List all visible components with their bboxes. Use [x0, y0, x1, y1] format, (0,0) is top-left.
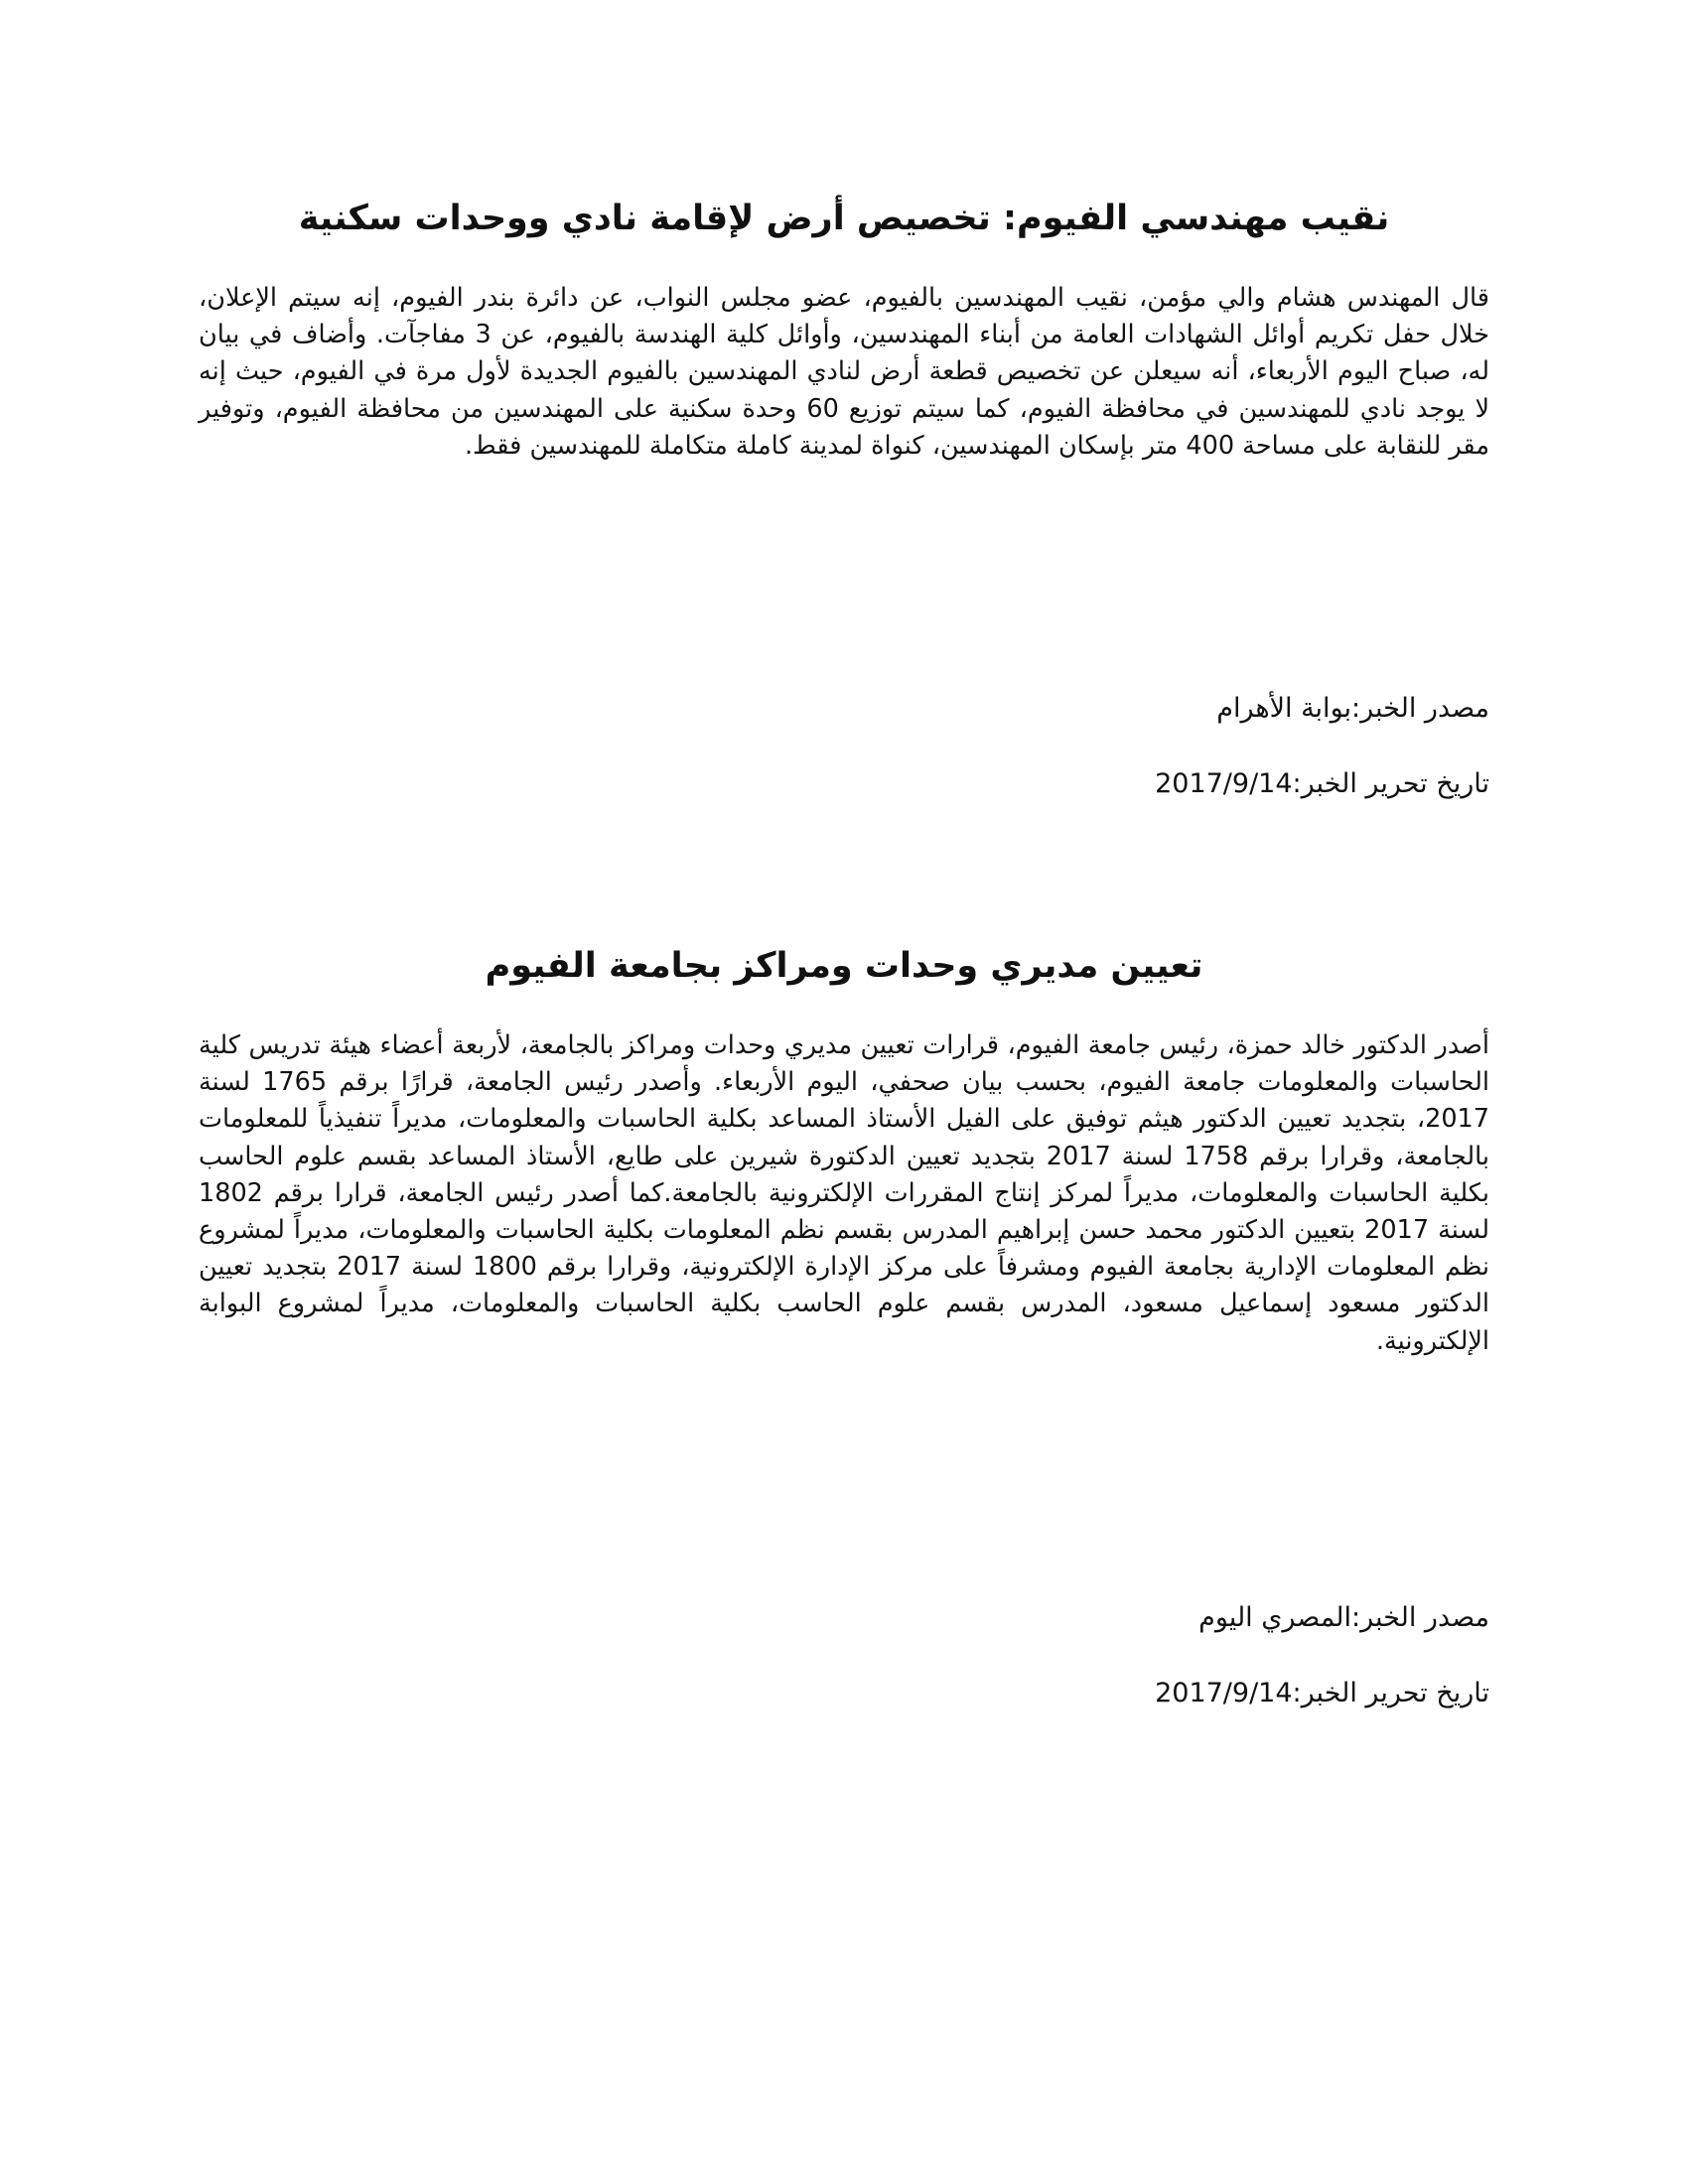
date-label: تاريخ تحرير الخبر:: [1292, 1678, 1489, 1708]
news-article: [199, 938, 1489, 1708]
date-value: 2017/9/14: [1155, 768, 1293, 799]
news-article: [199, 191, 1489, 799]
source-value: المصري اليوم: [1198, 1602, 1352, 1633]
edit-date: [199, 1674, 1489, 1713]
date-value: 2017/9/14: [1155, 1678, 1293, 1708]
article-meta: [199, 689, 1489, 804]
article-body: قال المهندس هشام والي مؤمن، نقيب المهندسين بالفيوم، عضو مجلس النواب، عن دائرة بندر الفيوم، إنه سيتم الإعلان، خلال حفل تكريم أوائل الشهادات العامة من أبناء المهندسين، وأوائل كلية الهندسة بالفيوم، عن 3 مفاجآت. وأضاف في بيان له، صباح اليوم الأربعاء، أنه سيعلن عن تخصيص قطعة أرض لنادي المهندسين بالفيوم الجديدة لأول مرة في الفيوم، حيث إنه لا يوجد نادي للمهندسين في محافظة الفيوم، كما سيتم توزيع 60 وحدة سكنية على المهندسين من محافظة الفيوم، وتوفير مقر للنقابة على مساحة 400 متر بإسكان المهندسين، كنواة لمدينة كاملة متكاملة للمهندسين فقط.: [199, 283, 1489, 461]
article-body: أصدر الدكتور خالد حمزة، رئيس جامعة الفيوم، قرارات تعيين مديري وحدات ومراكز بالجامعة، لأربعة أعضاء هيئة تدريس كلية الحاسبات والمعلومات جامعة الفيوم، بحسب بيان صحفي، اليوم الأربعاء. وأصدر رئيس الجامعة، قرارًا برقم 1765 لسنة 2017، بتجديد تعيين الدكتور هيثم توفيق على الفيل الأستاذ المساعد بكلية الحاسبات والمعلومات، مديراً تنفيذياً للمعلومات بالجامعة، وقرارا برقم 1758 لسنة 2017 بتجديد تعيين الدكتورة شيرين على طايع، الأستاذ المساعد بقسم علوم الحاسب بكلية الحاسبات والمعلومات، مديراً لمركز إنتاج المقررات الإلكترونية بالجامعة.كما أصدر رئيس الجامعة، قرارا برقم 1802 لسنة 2017 بتعيين الدكتور محمد حسن إبراهيم المدرس بقسم نظم المعلومات بكلية الحاسبات والمعلومات، مديراً لمشروع نظم المعلومات الإدارية بجامعة الفيوم ومشرفاً على مركز الإدارة الإلكترونية، وقرارا برقم 1800 لسنة 2017 بتجديد تعيين الدكتور مسعود إسماعيل مسعود، المدرس بقسم علوم الحاسب بكلية الحاسبات والمعلومات، مديراً لمشروع البوابة الإلكترونية.: [199, 1030, 1489, 1356]
article-meta: [199, 1598, 1489, 1713]
news-source: [199, 689, 1489, 729]
source-label: مصدر الخبر:: [1351, 693, 1489, 724]
source-value: بوابة الأهرام: [1216, 693, 1352, 724]
source-label: مصدر الخبر:: [1351, 1602, 1489, 1633]
article-title: تعيين مديري وحدات ومراكز بجامعة الفيوم: [485, 946, 1203, 986]
article-title: نقيب مهندسي الفيوم: تخصيص أرض لإقامة نادي ووحدات سكنية: [298, 199, 1390, 238]
date-label: تاريخ تحرير الخبر:: [1292, 768, 1489, 799]
edit-date: [199, 764, 1489, 804]
news-source: [199, 1598, 1489, 1638]
